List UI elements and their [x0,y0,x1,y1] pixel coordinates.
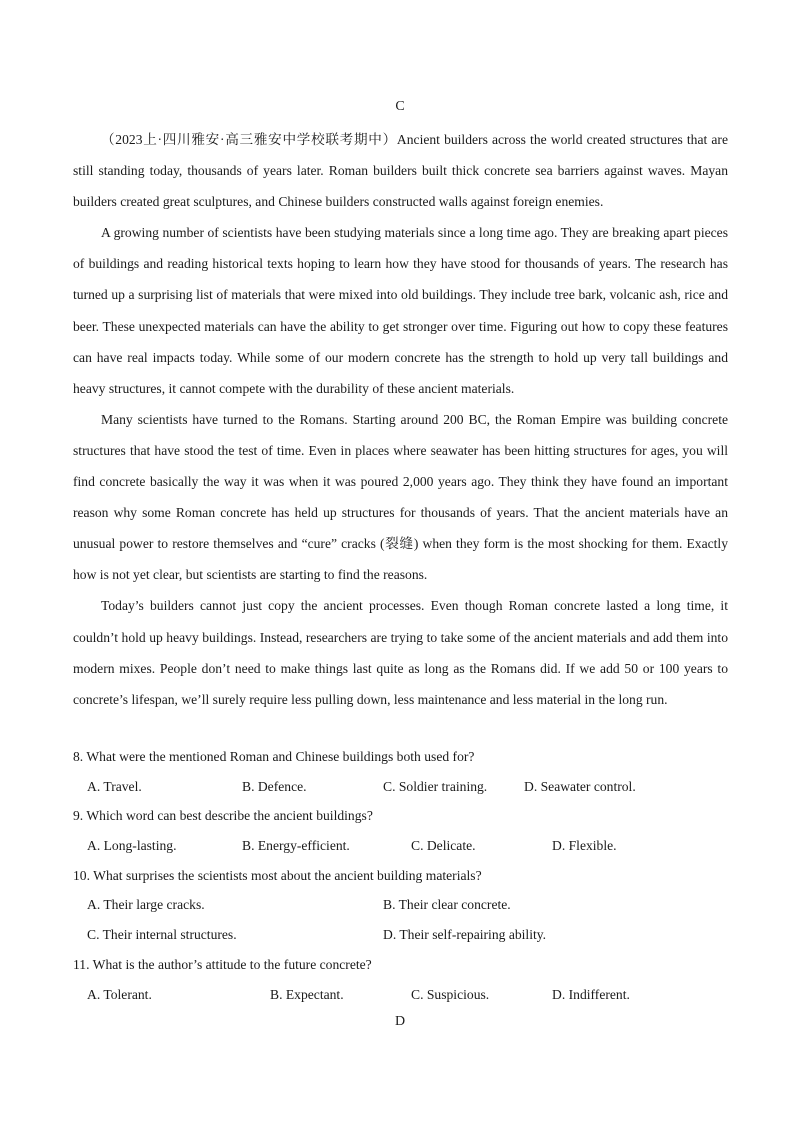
option-a: A. Travel. [87,778,142,794]
option-row [73,890,728,920]
option-c: C. Suspicious. [411,986,490,1002]
passage-paragraph: （2023上·四川雅安·高三雅安中学校联考期中）Ancient builders across the world created structures that are still standing today, thousands of years later. Roman builders built thick concrete sea barriers against waves. Mayan builders created great sculptures, and Chinese builders constructed walls against foreign enemies. [73,132,728,210]
option-c: C. Soldier training. [383,778,488,794]
option-b: B. Energy-efficient. [242,838,350,854]
option-d: D. Indifferent. [552,986,630,1002]
question-stem: 9. Which word can best describe the ancient buildings? [73,808,373,824]
option-row [73,831,728,861]
option-c: C. Their internal structures. [87,927,237,943]
question-8 [73,742,728,801]
option-d: D. Flexible. [552,838,617,854]
option-a: A. Long-lasting. [87,838,177,854]
option-d: D. Seawater control. [524,778,636,794]
source-citation: （2023上·四川雅安·高三雅安中学校联考期中） [101,132,397,147]
question-stem: 8. What were the mentioned Roman and Chinese buildings both used for? [73,749,475,764]
option-row [73,772,728,802]
question-stem: 11. What is the author’s attitude to the future concrete? [73,956,372,972]
question-9 [73,801,728,860]
passage-paragraph: Many scientists have turned to the Romans. Starting around 200 BC, the Roman Empire was building concrete structures that have stood the test of time. Even in places where seawater has been hitting structures for ages, you will find concrete basically the way it was when it was poured 2,000 years ago. They think they have found an important reason why some Roman concrete has held up structures for thousands of years. That the ancient materials have an unusual power to restore themselves and “cure” cracks (裂缝) when they form is the most shocking for them. Exactly how is not yet clear, but scientists are starting to find the reasons. [73,411,728,583]
passage-paragraph: A growing number of scientists have been studying materials since a long time ago. They are breaking apart pieces of buildings and reading historical texts hoping to learn how they have stood for thousands of years. The research has turned up a surprising list of materials that were mixed into old buildings. They include tree bark, volcanic ash, rice and beer. These unexpected materials can have the ability to get stronger over time. Figuring out how to copy these features can have real impacts today. While some of our modern concrete has the strength to hold up very tall buildings and heavy structures, it cannot compete with the durability of these ancient materials. [73,225,728,396]
reading-passage [73,124,728,715]
option-row [73,920,728,950]
question-stem: 10. What surprises the scientists most about the ancient building materials? [73,867,482,883]
option-b: B. Their clear concrete. [383,897,511,913]
passage-paragraph: Today’s builders cannot just copy the ancient processes. Even though Roman concrete lasted a long time, it couldn’t hold up heavy buildings. Instead, researchers are trying to take some of the ancient materials and add them into modern mixes. People don’t need to make things last quite as long as the Romans did. If we add 50 or 100 years to concrete’s lifespan, we’ll surely require less pulling down, less maintenance and less material in the long run. [73,598,728,707]
option-c: C. Delicate. [411,838,476,854]
question-10 [73,861,728,950]
option-b: B. Defence. [242,778,307,794]
option-a: A. Their large cracks. [87,897,205,913]
option-a: A. Tolerant. [87,986,152,1002]
option-b: B. Expectant. [270,986,344,1002]
question-list [73,742,728,1009]
question-11 [73,950,728,1009]
option-row [73,980,728,1010]
section-heading-c: C [395,99,405,114]
section-heading-d: D [394,1014,406,1029]
option-d: D. Their self-repairing ability. [383,927,547,943]
